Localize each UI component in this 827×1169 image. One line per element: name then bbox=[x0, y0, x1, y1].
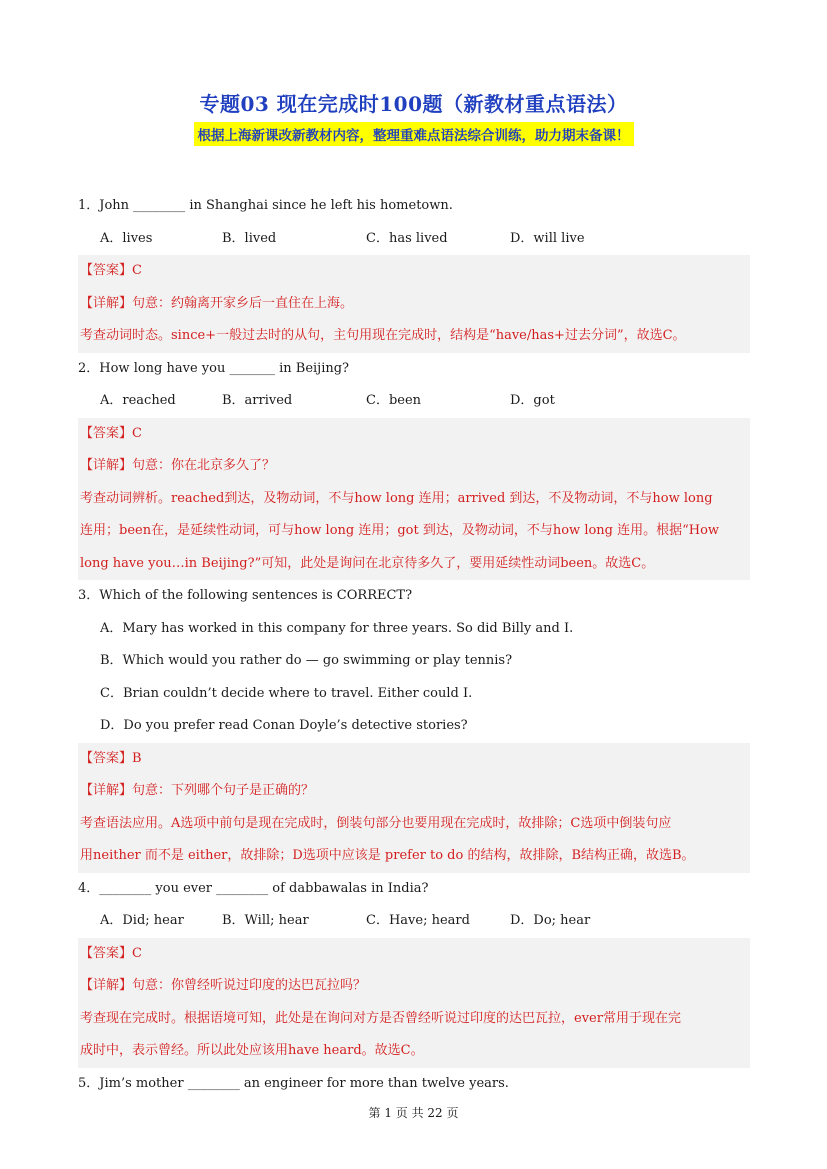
question-3-stem: 3．Which of the following sentences is CORRECT? bbox=[78, 588, 413, 603]
option-d: D．got bbox=[510, 393, 555, 408]
option-c: C．Have; heard bbox=[366, 913, 470, 928]
question-1-explanation: 考查动词时态。since+一般过去时的从句，主句用现在完成时，结构是“have/has+过去分词”，故选C。 bbox=[80, 328, 686, 343]
question-2-explanation-line-1: 考查动词辨析。reached到达，及物动词，不与how long 连用；arrived 到达，不及物动词，不与how long bbox=[80, 490, 713, 506]
question-4-detail: 【详解】句意：你曾经听说过印度的达巴瓦拉吗？ bbox=[80, 978, 367, 993]
option-a: A．Did; hear bbox=[100, 913, 184, 928]
question-2-stem: 2．How long have you _______ in Beijing? bbox=[78, 360, 350, 376]
question-2-answer: 【答案】C bbox=[80, 425, 142, 441]
question-1-answer: 【答案】C bbox=[80, 263, 142, 278]
question-2-options bbox=[78, 385, 750, 418]
option-d: D．Do; hear bbox=[510, 913, 591, 928]
question-2-answer-box bbox=[78, 418, 750, 581]
question-2-explanation-line-2: 连用；been在，是延续性动词，可与how long 连用；got 到达，及物动词，不与how long 连用。根据“How bbox=[80, 523, 720, 538]
question-4-answer: 【答案】C bbox=[80, 945, 142, 961]
option-c: C．been bbox=[366, 393, 422, 408]
option-a: A．lives bbox=[100, 230, 153, 246]
option-d: D．will live bbox=[510, 230, 585, 246]
page-footer: 第 1 页 共 22 页 bbox=[368, 1106, 459, 1120]
question-1-options bbox=[78, 223, 750, 256]
option-a: A．Mary has worked in this company for three years. So did Billy and I. bbox=[100, 620, 574, 636]
question-3-detail: 【详解】句意：下列哪个句子是正确的？ bbox=[80, 783, 315, 798]
question-4-explanation-line-2: 成时中，表示曾经。所以此处应该用have heard。故选C。 bbox=[80, 1043, 424, 1058]
question-list bbox=[78, 190, 750, 1100]
question-1-detail: 【详解】句意：约翰离开家乡后一直住在上海。 bbox=[80, 295, 354, 311]
subtitle-wrap bbox=[0, 122, 827, 146]
option-c: C．has lived bbox=[366, 230, 448, 246]
page-title: 专题03 现在完成时100题（新教材重点语法） bbox=[199, 92, 628, 116]
question-1-answer-box bbox=[78, 255, 750, 353]
question-3-explanation-line-1: 考查语法应用。A选项中前句是现在完成时，倒装句部分也要用现在完成时，故排除；C选项中倒装句应 bbox=[80, 815, 672, 831]
question-3-answer-box bbox=[78, 743, 750, 873]
question-4-explanation-line-1: 考查现在完成时。根据语境可知，此处是在询问对方是否曾经听说过印度的达巴瓦拉，ever常用于现在完 bbox=[80, 1010, 681, 1026]
question-2-explanation-line-3: long have you…in Beijing?”可知，此处是询问在北京待多久了，要用延续性动词been。故选C。 bbox=[80, 555, 655, 571]
option-b: B．Will; hear bbox=[222, 913, 309, 928]
page-subtitle: 根据上海新课改新教材内容，整理重难点语法综合训练，助力期末备课！ bbox=[194, 122, 634, 146]
option-b: B．arrived bbox=[222, 393, 293, 408]
question-3-answer: 【答案】B bbox=[80, 750, 142, 766]
option-a: A．reached bbox=[100, 393, 176, 408]
option-b: B．lived bbox=[222, 230, 277, 246]
option-b: B．Which would you rather do — go swimming or play tennis? bbox=[100, 653, 513, 668]
question-1-stem: 1．John ________ in Shanghai since he left his hometown. bbox=[78, 198, 453, 213]
option-d: D．Do you prefer read Conan Doyle’s detective stories? bbox=[100, 718, 468, 733]
question-5-stem: 5．Jim’s mother ________ an engineer for more than twelve years. bbox=[78, 1075, 509, 1091]
question-3-explanation-line-2: 用neither 而不是 either，故排除；D选项中应该是 prefer to do 的结构，故排除，B结构正确，故选B。 bbox=[80, 848, 695, 863]
question-4-options bbox=[78, 905, 750, 938]
question-2-detail: 【详解】句意：你在北京多久了？ bbox=[80, 458, 276, 473]
option-c: C．Brian couldn’t decide where to travel. Either could I. bbox=[100, 685, 473, 701]
question-4-stem: 4．________ you ever ________ of dabbawalas in India? bbox=[78, 880, 429, 896]
question-4-answer-box bbox=[78, 938, 750, 1068]
